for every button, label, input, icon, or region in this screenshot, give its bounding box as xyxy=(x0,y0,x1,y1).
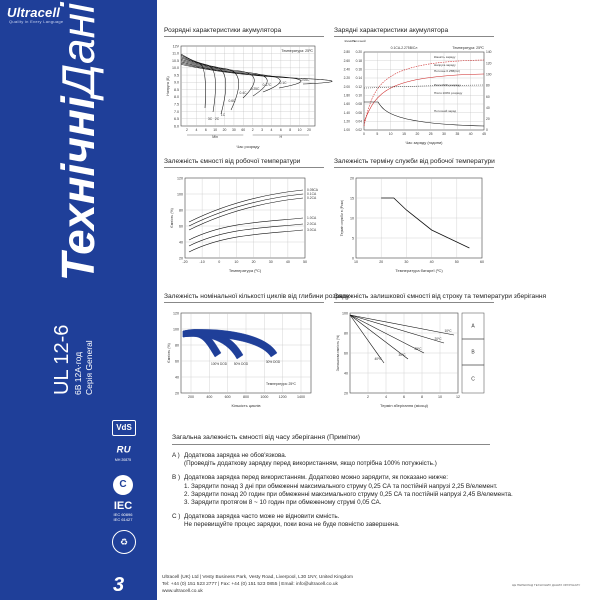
capacity-temperature-chart xyxy=(165,170,325,282)
tick-label: 60 xyxy=(241,128,246,132)
legend-entry: Ємність заряду xyxy=(434,55,456,59)
annotation: Температура: 25ºС xyxy=(452,46,484,50)
tick-label: 120 xyxy=(177,176,183,181)
tick-label: 4 xyxy=(385,395,387,399)
tick-label: 10 xyxy=(438,395,442,399)
tick-label: 120 xyxy=(173,311,179,316)
axis-label: Температура (ºС) xyxy=(228,268,262,273)
axis-label: Термін служби в (Роки) xyxy=(340,199,344,237)
tick-label: 25 xyxy=(428,132,433,136)
tick-label: 40 xyxy=(429,260,434,264)
tick-label: 12 xyxy=(456,395,460,399)
tick-label: 0.06 xyxy=(355,110,362,115)
unit-label: Min xyxy=(212,135,219,139)
ce-cert-icon: C xyxy=(113,475,133,495)
tick-label: 2.80 xyxy=(343,50,350,55)
tick-label: 8.0 xyxy=(174,95,179,100)
divider xyxy=(334,36,494,37)
tick-label: 2.20 xyxy=(343,76,350,81)
tick-label: 20 xyxy=(251,260,256,264)
tick-label: 2.60 xyxy=(343,58,350,63)
plot-frame xyxy=(364,52,484,130)
series-label: 0.17C xyxy=(262,83,272,87)
tick-label: 0 xyxy=(486,128,488,133)
tick-label: 1.60 xyxy=(343,102,350,107)
series-label: 0.05C xyxy=(300,78,310,82)
tick-label: 400 xyxy=(206,395,213,399)
zone-label: C xyxy=(471,376,475,383)
tick-label: 30 xyxy=(442,132,446,136)
capacity-curve-4 xyxy=(189,224,303,246)
divider xyxy=(334,302,494,303)
axis-label: Напруга (В) xyxy=(166,76,170,96)
tick-label: 9.0 xyxy=(174,80,179,85)
tick-label: 40 xyxy=(285,260,290,264)
note-line: 3. Зарядити протягом 8 ~ 10 годин при обмеженому струмі 0,05 СА. xyxy=(184,499,382,507)
axis-label: Термін зберігання (місяці) xyxy=(380,403,428,408)
tick-label: 0.14 xyxy=(355,76,362,81)
tick-label: 60 xyxy=(175,359,179,364)
tick-label: 20 xyxy=(486,117,490,122)
series-label: 50% DOD xyxy=(233,362,249,366)
tick-label: 8 xyxy=(421,395,423,399)
annotation: Температура: 25ºС xyxy=(266,382,296,386)
cycles-chart xyxy=(165,305,325,417)
tick-label: 120 xyxy=(486,61,492,66)
capacity-curve-3 xyxy=(189,218,303,240)
axis-label: Поточний xyxy=(352,39,366,43)
series-label: 25ºС xyxy=(414,347,422,351)
tick-label: 50 xyxy=(303,260,307,264)
tick-label: 40 xyxy=(179,240,183,245)
tick-label: 20 xyxy=(179,256,183,261)
tick-label: 40 xyxy=(175,375,179,380)
tick-label: 10 xyxy=(388,132,393,136)
tick-label: 10.0 xyxy=(172,66,179,71)
unit-label: H xyxy=(279,135,283,139)
tick-label: 10 xyxy=(234,260,239,264)
tick-label: 2 xyxy=(251,128,254,132)
series-label: 0.05CA xyxy=(307,188,318,193)
storage-line-4 xyxy=(350,315,384,363)
title-storage: Залежність залишкової ємності від строку та температури зберігання xyxy=(334,293,547,300)
footer-website[interactable]: www.ultracell.co.uk xyxy=(162,589,203,594)
note-line: Додаткова зарядка перед використанням. Додатково можно зарядити, як показано нижче: xyxy=(184,474,449,482)
discharge-chart xyxy=(165,38,325,153)
series-label: 2C xyxy=(214,117,220,121)
tick-label: 0.20 xyxy=(355,50,362,55)
tick-label: 11.0 xyxy=(172,51,179,56)
divider xyxy=(334,167,494,168)
tick-label: 1200 xyxy=(278,395,287,399)
model-spec: 6В 12А·год xyxy=(73,351,83,395)
zone-label: A xyxy=(471,323,475,330)
life-temperature-chart xyxy=(334,170,494,282)
model-name: UL 12-6 xyxy=(51,324,73,395)
tick-label: 50 xyxy=(454,260,459,264)
tick-label: 10 xyxy=(354,260,358,264)
note-item xyxy=(172,474,582,507)
tick-label: 80 xyxy=(179,208,183,213)
tick-label: 6 xyxy=(279,128,282,132)
series-label: 0.25C xyxy=(250,87,260,91)
tick-label: 0 xyxy=(363,132,365,136)
tick-label: 10 xyxy=(297,128,302,132)
tick-label: 100 xyxy=(173,327,179,332)
voltage-curve xyxy=(364,74,484,122)
series-label: 0.1CA xyxy=(307,192,317,197)
tick-label: 20 xyxy=(175,391,179,396)
annotation: 0.1CA-2.275В/Сл xyxy=(390,46,418,50)
series-label: 20ºС xyxy=(434,337,442,341)
legend-entry: Поточне 0.25В(Сл) xyxy=(434,69,461,73)
recycle-cert-icon: ♻ xyxy=(112,530,136,554)
iec-cert-icon: IEC IEC 60896 IEC 61427 xyxy=(113,500,133,522)
capacity-curve xyxy=(364,60,484,126)
tick-label: 40 xyxy=(486,105,490,110)
series-label: 30ºС xyxy=(398,353,406,357)
tick-label: 1.40 xyxy=(343,110,350,115)
axis-label: Кількість циклів xyxy=(231,403,261,408)
tick-label: 0 xyxy=(352,256,354,261)
tick-label: 5 xyxy=(352,236,354,241)
tick-label: 12V xyxy=(172,44,179,49)
axis-label: Температура батареї (ºС) xyxy=(395,268,443,273)
tick-label: 20 xyxy=(344,391,348,396)
tick-label: 80 xyxy=(486,83,490,88)
note-line: Не перевищуйте процес зарядки, поки вона не буде повністю завершена. xyxy=(184,521,400,529)
tick-label: 200 xyxy=(188,395,194,399)
tick-label: 2.00 xyxy=(343,84,350,89)
note-line: 1. Зарядити понад 3 дні при обмеженні максимального струму 0,25 СА та постійній напрузі 2,25 В/елемент. xyxy=(184,482,498,490)
footer-note: ЦЕ ПЕРЕКЛАД ТЕХНІЧНИХ ДАНИХ ОРИГІНАЛУ xyxy=(512,583,581,587)
tick-label: 10.5 xyxy=(172,58,179,63)
title-cycles: Залежність номінальної кількості циклів від глибини розряду xyxy=(164,293,350,300)
vds-cert-icon: VdS xyxy=(112,420,136,436)
divider xyxy=(164,36,324,37)
sidebar-band xyxy=(0,0,157,600)
legend-entry: Поточний заряд xyxy=(434,109,457,113)
tick-label: 2.40 xyxy=(343,67,350,72)
tick-label: 20 xyxy=(307,128,311,132)
divider xyxy=(164,302,324,303)
tick-label: 1.80 xyxy=(343,93,350,98)
tick-label: 2 xyxy=(367,395,369,399)
charge-chart xyxy=(334,38,494,153)
footer-contacts: Tel: +44 (0) 151 523 2777 | Fax: +44 (0) 151 523 0855 | Email: info@ultracell.co.uk xyxy=(162,582,338,587)
tick-label: 2 xyxy=(186,128,188,132)
tick-label: 60 xyxy=(179,224,183,229)
tick-label: 800 xyxy=(243,395,249,399)
tick-label: 10 xyxy=(350,216,354,221)
tick-label: 9.5 xyxy=(174,73,179,78)
series-label: 0.2CA xyxy=(307,196,317,201)
axis-label: Ємність (%) xyxy=(170,208,174,228)
tick-label: 6.5 xyxy=(174,117,179,122)
capacity-curve-0 xyxy=(189,190,303,222)
tick-label: 1.00 xyxy=(343,128,350,133)
tick-label: 7.0 xyxy=(174,109,179,114)
divider xyxy=(172,444,490,445)
note-item xyxy=(172,513,582,529)
tick-label: 1.20 xyxy=(343,119,350,124)
tick-label: 100 xyxy=(486,72,492,77)
series-label: 3.0CA xyxy=(307,228,317,233)
tick-label: 0.18 xyxy=(355,58,362,63)
series-label: 40ºС xyxy=(374,357,382,361)
tick-label: 8.5 xyxy=(174,87,179,92)
tick-label: 6 xyxy=(204,128,207,132)
tick-label: 80 xyxy=(344,331,348,336)
series-label: 0.1C xyxy=(279,81,287,85)
title-charge: Зарядні характеристики акумулятора xyxy=(334,27,449,34)
title-bold: Технічні xyxy=(52,96,104,282)
legend-entry: Після 100% розряду xyxy=(434,91,463,95)
tick-label: 0.10 xyxy=(355,93,362,98)
model-series: Серія General xyxy=(84,340,94,395)
tick-label: 80 xyxy=(175,343,179,348)
divider xyxy=(164,167,324,168)
tick-label: 1400 xyxy=(297,395,305,399)
tick-label: 10 xyxy=(213,128,218,132)
axis-label: Ємність xyxy=(344,39,356,43)
series-label: 0.6C xyxy=(228,99,236,103)
note-line: 2. Зарядити понад 20 годин при обмеженні максимального струму 0,25 СА та постійній напрузі 2,45 В/елемента. xyxy=(184,490,513,498)
note-line: Додаткова зарядка часто може не відновити ємність. xyxy=(184,513,340,521)
note-letter: B ) xyxy=(172,474,181,482)
tick-label: 35 xyxy=(455,132,460,136)
axis-label: Час розряду xyxy=(236,144,260,149)
tick-label: 40 xyxy=(344,371,348,376)
zone-label: B xyxy=(471,349,475,356)
tick-label: 5 xyxy=(376,132,379,136)
after50-curve xyxy=(364,85,484,88)
tick-label: 20 xyxy=(222,128,227,132)
brand-tagline: Quality in Every Language xyxy=(9,19,64,24)
tick-label: 0.08 xyxy=(355,102,362,107)
tick-label: -20 xyxy=(182,260,188,264)
axis-label: Час заряду (години) xyxy=(405,140,443,145)
series-label: 0.4C xyxy=(239,91,247,95)
storage-line-0 xyxy=(350,315,454,335)
series-label: 1C xyxy=(220,113,226,117)
ul-cert-icon: ᴿᵁ MH 20875 xyxy=(114,443,132,462)
axis-label: Ємність (%) xyxy=(167,343,171,363)
annotation: Температура: 25ºС xyxy=(281,49,313,53)
series-label: 30% DOD xyxy=(265,360,281,364)
tick-label: 30 xyxy=(232,128,236,132)
tick-label: 6 xyxy=(403,395,405,399)
series-label: 1.0CA xyxy=(307,216,317,221)
tick-label: 15 xyxy=(402,132,406,136)
axis-label: Залишкова ємність (%) xyxy=(336,334,340,372)
page-number: 3 xyxy=(113,574,125,596)
note-letter: A ) xyxy=(172,452,180,459)
tick-label: 45 xyxy=(482,132,486,136)
footer-address: Ultracell (UK) Ltd | Vesty Business Park, Vesty Road, Liverpool, L30 1NY, United Kingdom xyxy=(162,575,353,580)
tick-label: 20 xyxy=(415,132,420,136)
tick-label: 100 xyxy=(342,311,348,316)
tick-label: 60 xyxy=(344,351,348,356)
title-life-temp: Залежність терміну служби від робочої температури xyxy=(334,158,495,165)
tick-label: 140 xyxy=(486,50,492,55)
capacity-curve-5 xyxy=(189,230,303,252)
tick-label: 0.04 xyxy=(355,119,362,124)
tick-label: 15 xyxy=(350,196,354,201)
tick-label: 30 xyxy=(404,260,409,264)
tick-label: 20 xyxy=(350,176,354,181)
title-discharge: Розрядні характеристики акумулятора xyxy=(164,27,282,34)
legend-entry: Напруга заряду xyxy=(434,63,456,67)
storage-chart xyxy=(334,305,494,417)
notes-list xyxy=(172,452,582,536)
tick-label: 30 xyxy=(268,260,273,264)
tick-label: 0.02 xyxy=(355,128,362,133)
plot-frame xyxy=(181,46,315,126)
title-thin: Дані xyxy=(52,2,104,97)
tick-label: 0.12 xyxy=(355,84,362,89)
tick-label: 0 xyxy=(218,260,221,264)
current-curve xyxy=(364,102,484,126)
note-line: (Проведіть додаткову зарядку перед використанням, якщо потрібна 100% потужність.) xyxy=(184,460,437,468)
tick-label: -10 xyxy=(199,260,205,264)
tick-label: 60 xyxy=(486,94,490,99)
tick-label: 7.5 xyxy=(174,102,179,107)
model-block xyxy=(51,265,107,395)
life-curve xyxy=(381,198,469,248)
tick-label: 1000 xyxy=(260,395,269,399)
tick-label: 600 xyxy=(224,395,231,399)
brand-logo: Ultracell xyxy=(7,5,61,20)
footer xyxy=(162,574,353,595)
tick-label: 6.0 xyxy=(174,124,179,129)
tick-label: 100 xyxy=(177,192,183,197)
tick-label: 3 xyxy=(261,128,264,132)
series-label: 100% DOD xyxy=(210,362,228,366)
tick-label: 60 xyxy=(480,260,484,264)
title-notes: Загальна залежність ємності від часу зберігання (Примітки) xyxy=(172,434,360,441)
tick-label: 40 xyxy=(468,132,473,136)
series-label: 2.0CA xyxy=(307,222,317,227)
note-letter: C ) xyxy=(172,513,181,521)
note-line: Додаткова зарядка не обов'язкова. xyxy=(184,452,287,459)
tick-label: 4 xyxy=(270,128,273,132)
tick-label: 4 xyxy=(195,128,198,132)
tick-label: 20 xyxy=(379,260,384,264)
vertical-title xyxy=(51,2,105,282)
title-cap-temp: Залежність ємності від робочої температури xyxy=(164,158,301,165)
series-label: 3C xyxy=(207,117,213,121)
tick-label: 0.16 xyxy=(355,67,362,72)
legend-entry: Після 50% розряду xyxy=(434,83,461,87)
tick-label: 8 xyxy=(289,128,292,132)
note-item xyxy=(172,452,582,468)
series-label: 10ºС xyxy=(444,329,452,333)
